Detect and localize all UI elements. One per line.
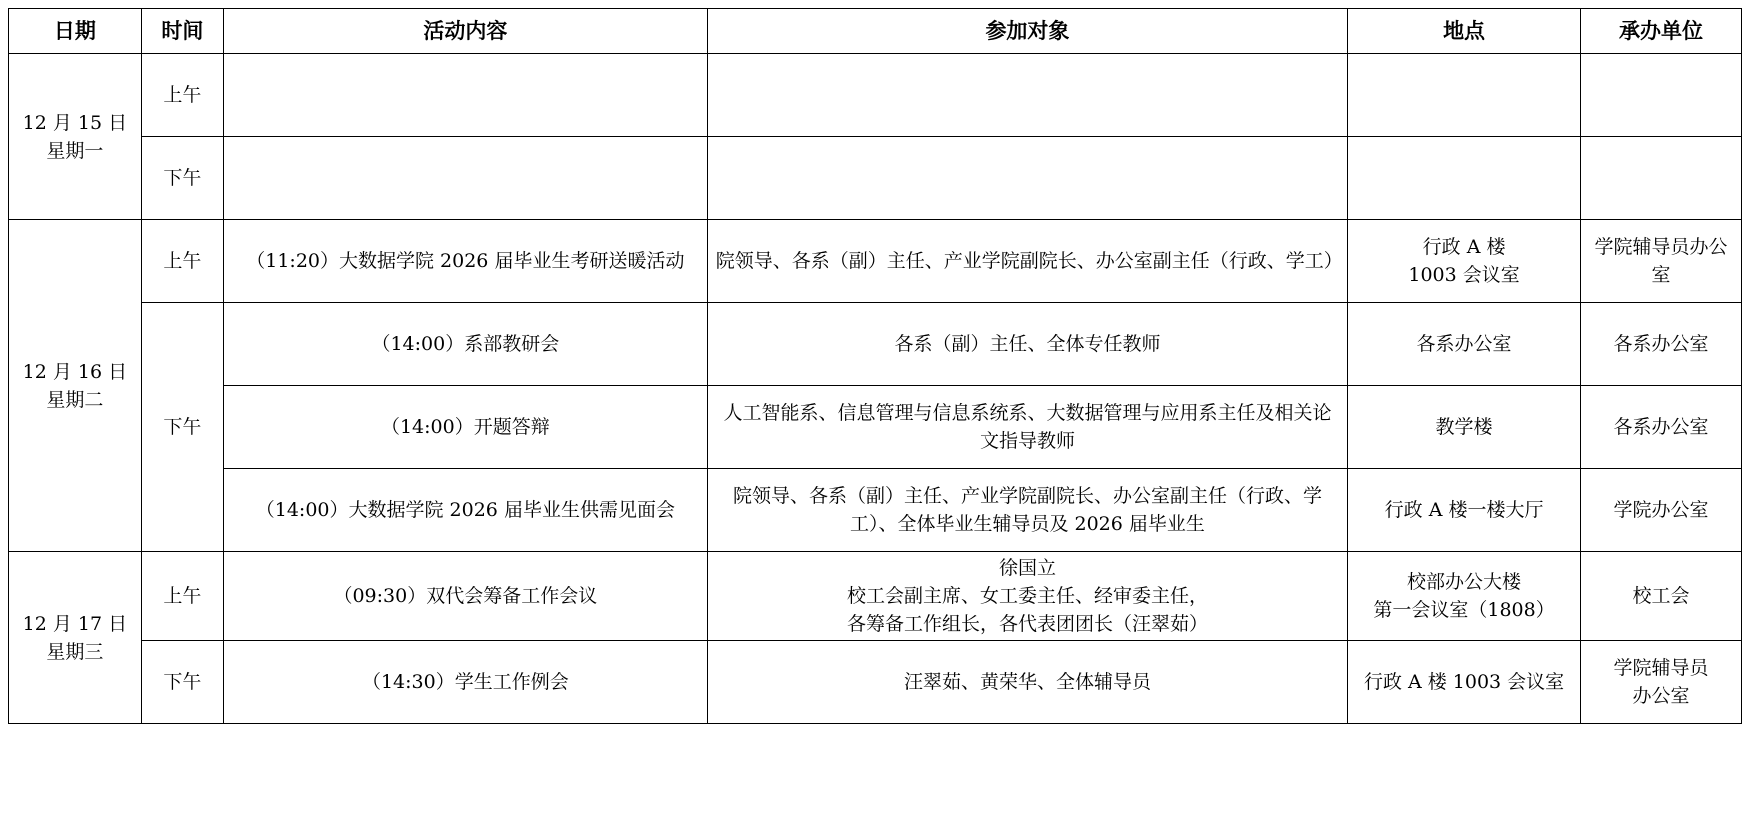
table-row: [9, 552, 1742, 641]
location-cell: [1348, 54, 1581, 137]
participants-cell: 各系（副）主任、全体专任教师: [707, 303, 1347, 386]
table-row: [9, 137, 1742, 220]
participants-cell: 院领导、各系（副）主任、产业学院副院长、办公室副主任（行政、学工）、全体毕业生辅导员及 2026 届毕业生: [707, 469, 1347, 552]
organizer-cell: 校工会: [1581, 552, 1742, 641]
activity-cell: （14:00）大数据学院 2026 届毕业生供需见面会: [223, 469, 707, 552]
organizer-cell: 学院辅导员 办公室: [1581, 641, 1742, 724]
organizer-cell: [1581, 137, 1742, 220]
organizer-cell: 学院办公室: [1581, 469, 1742, 552]
date-cell: [9, 552, 142, 724]
activity-cell: [223, 137, 707, 220]
participants-cell: [707, 137, 1347, 220]
time-cell: 下午: [141, 641, 223, 724]
location-cell: 行政 A 楼一楼大厅: [1348, 469, 1581, 552]
weekday-text: 星期三: [46, 640, 104, 663]
weekday-text: 星期二: [46, 388, 104, 411]
organizer-cell: 各系办公室: [1581, 303, 1742, 386]
time-cell: 下午: [141, 137, 223, 220]
header-organizer: 承办单位: [1581, 9, 1742, 54]
activity-cell: （09:30）双代会筹备工作会议: [223, 552, 707, 641]
participants-cell: 汪翠茹、黄荣华、全体辅导员: [707, 641, 1347, 724]
location-cell: 校部办公大楼 第一会议室（1808）: [1348, 552, 1581, 641]
header-activity: 活动内容: [223, 9, 707, 54]
header-participants: 参加对象: [707, 9, 1347, 54]
location-cell: [1348, 137, 1581, 220]
date-cell: [9, 220, 142, 552]
location-cell: 行政 A 楼 1003 会议室: [1348, 220, 1581, 303]
time-cell: 上午: [141, 552, 223, 641]
table-row: [9, 54, 1742, 137]
organizer-cell: 各系办公室: [1581, 386, 1742, 469]
table-row: [9, 641, 1742, 724]
location-cell: 行政 A 楼 1003 会议室: [1348, 641, 1581, 724]
table-row: [9, 220, 1742, 303]
participants-cell: 人工智能系、信息管理与信息系统系、大数据管理与应用系主任及相关论文指导教师: [707, 386, 1347, 469]
time-cell: 下午: [141, 303, 223, 552]
date-text: 12 月 17 日: [22, 612, 128, 635]
activity-cell: （14:00）开题答辩: [223, 386, 707, 469]
participants-cell: 徐国立 校工会副主席、女工委主任、经审委主任， 各筹备工作组长，各代表团团长（汪翠茹）: [707, 552, 1347, 641]
header-time: 时间: [141, 9, 223, 54]
activity-cell: （11:20）大数据学院 2026 届毕业生考研送暖活动: [223, 220, 707, 303]
activity-cell: （14:00）系部教研会: [223, 303, 707, 386]
header-date: 日期: [9, 9, 142, 54]
table-row: [9, 303, 1742, 386]
date-text: 12 月 15 日: [22, 111, 128, 134]
participants-cell: [707, 54, 1347, 137]
table-row: [9, 469, 1742, 552]
table-row: [9, 386, 1742, 469]
location-cell: 教学楼: [1348, 386, 1581, 469]
participants-cell: 院领导、各系（副）主任、产业学院副院长、办公室副主任（行政、学工）: [707, 220, 1347, 303]
activity-cell: [223, 54, 707, 137]
header-row: [9, 9, 1742, 54]
organizer-cell: [1581, 54, 1742, 137]
weekday-text: 星期一: [46, 139, 104, 162]
header-location: 地点: [1348, 9, 1581, 54]
date-cell: [9, 54, 142, 220]
date-text: 12 月 16 日: [22, 360, 128, 383]
organizer-cell: 学院辅导员办公室: [1581, 220, 1742, 303]
activity-cell: （14:30）学生工作例会: [223, 641, 707, 724]
location-cell: 各系办公室: [1348, 303, 1581, 386]
time-cell: 上午: [141, 220, 223, 303]
time-cell: 上午: [141, 54, 223, 137]
schedule-table: [8, 8, 1742, 724]
